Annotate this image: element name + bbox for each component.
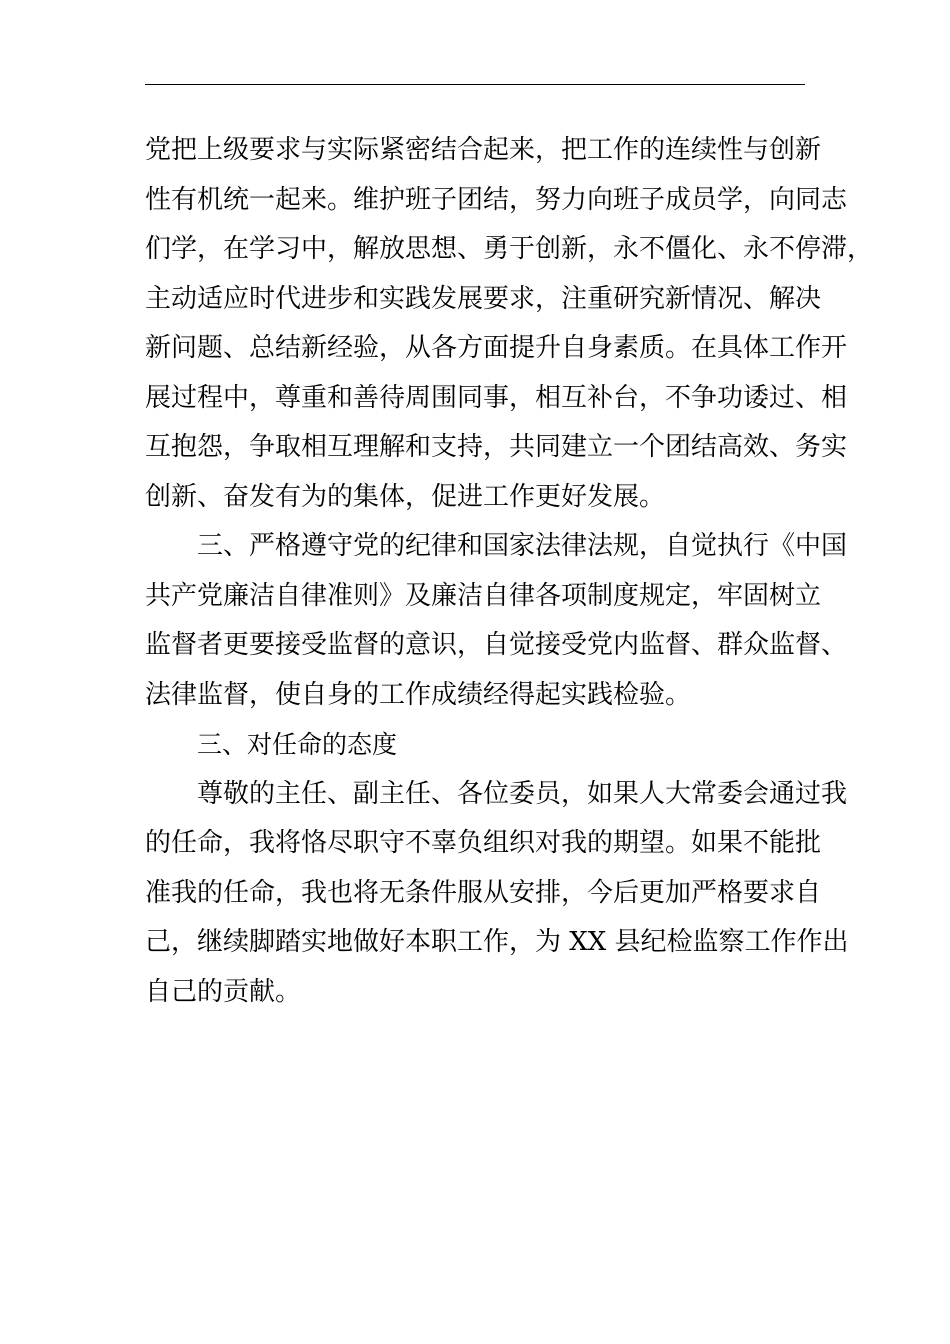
header-rule [145, 84, 805, 85]
paragraph-continued [145, 126, 874, 522]
text-line: 互抱怨，争取相互理解和支持，共同建立一个团结高效、务实 [145, 432, 848, 462]
document-body [145, 126, 874, 1017]
text-line: 自己的贡献。 [145, 976, 302, 1007]
text-line: 展过程中，尊重和善待周围同事，相互补台，不争功诿过、相 [145, 382, 848, 413]
text-line: 们学，在学习中，解放思想、勇于创新，永不僵化、永不停滞， [145, 234, 874, 264]
paragraph-attitude [145, 770, 849, 1018]
text-line: 新问题、总结新经验，从各方面提升自身素质。在具体工作开 [145, 333, 848, 363]
text-line: 党把上级要求与实际紧密结合起来，把工作的连续性与创新 [145, 135, 822, 165]
text-line: 主动适应时代进步和实践发展要求，注重研究新情况、解决 [145, 283, 822, 314]
text-line: 创新、奋发有为的集体，促进工作更好发展。 [145, 481, 666, 512]
text-line: 共产党廉洁自律准则》及廉洁自律各项制度规定，牢固树立 [145, 580, 822, 611]
text-line: 性有机统一起来。维护班子团结，努力向班子成员学，向同志 [145, 184, 848, 215]
text-line: 三、严格遵守党的纪律和国家法律法规，自觉执行《中国 [197, 531, 848, 561]
text-line: 己，继续脚踏实地做好本职工作，为 XX 县纪检监察工作作出 [145, 927, 849, 957]
text-line: 监督者更要接受监督的意识，自觉接受党内监督、群众监督、 [145, 630, 848, 660]
text-line: 的任命，我将恪尽职守不辜负组织对我的期望。如果不能批 [145, 828, 822, 858]
heading-text: 三、对任命的态度 [197, 730, 398, 759]
section-heading [145, 720, 805, 770]
paragraph-discipline [145, 522, 848, 720]
text-line: 法律监督，使自身的工作成绩经得起实践检验。 [145, 679, 692, 710]
text-line: 尊敬的主任、副主任、各位委员，如果人大常委会通过我 [197, 778, 848, 809]
text-line: 准我的任命，我也将无条件服从安排，今后更加严格要求自 [145, 877, 822, 908]
